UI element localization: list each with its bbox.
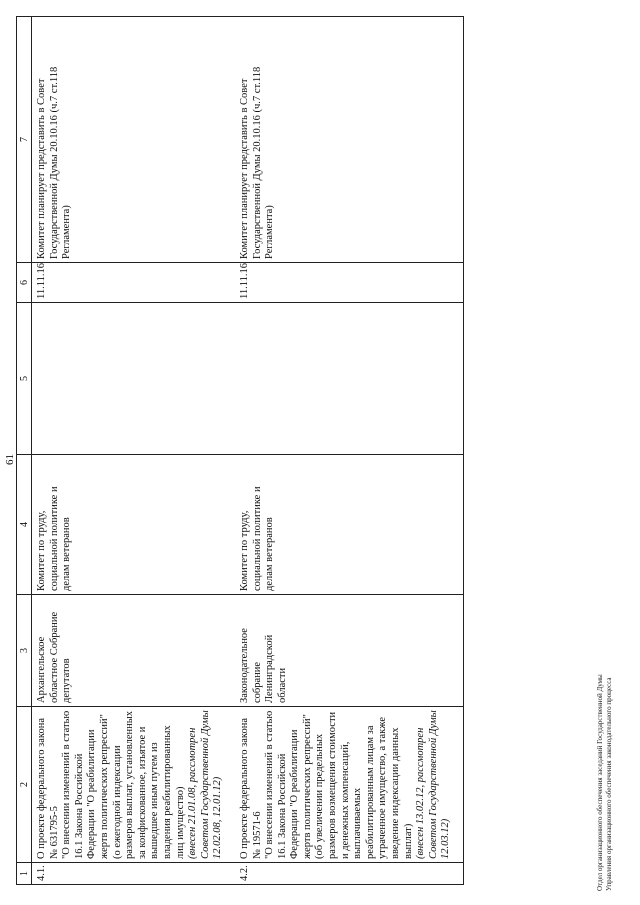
column-header-2: 2 [17,707,32,863]
column-header-5: 5 [17,303,32,455]
header-row [17,17,32,885]
page-number: 61 [4,454,16,465]
column-5-cell [235,303,464,455]
column-header-3: 3 [17,595,32,707]
table-row [32,17,235,885]
footer-line-1: Отдел организационного обеспечения заседаний Государственной Думы [596,674,604,891]
date-cell: 11.11.16 [32,263,235,303]
initiator: Архангельское областное Собрание депутатов [32,595,235,707]
bill-title: О проекте федерального закона № 19571-6 [238,717,263,859]
footer [596,674,614,891]
initiator: Законодательное собрание Ленинградской области [235,595,464,707]
bill-title: О проекте федерального закона № 631795-5 [36,717,60,859]
committee: Комитет по труду, социальной политике и делам ветеранов [235,455,464,595]
column-header-6: 6 [17,263,32,303]
comment-cell: Комитет планирует представить в Совет Государственной Думы 20.10.16 (ч.7 ст.118 Регламента) [235,17,464,263]
footer-line-2: Управления организационного обеспечения законодательного процесса [605,677,613,891]
bill-description [32,707,235,863]
column-header-7: 7 [17,17,32,263]
bill-description [235,707,464,863]
column-5-cell [32,303,235,455]
column-header-1: 1 [17,863,32,885]
date-cell: 11.11.16 [235,263,464,303]
row-number: 4.2. [235,863,464,885]
row-number: 4.1. [32,863,235,885]
column-header-4: 4 [17,455,32,595]
table-row [235,17,464,885]
bills-table [16,16,464,885]
bill-note: (внесен 21.01.08, рассмотрен Советом Государственной Думы 12.02.08, 12.01.12) [187,710,224,859]
bill-note: (внесен 13.02.12, рассмотрен Советом Государственной Думы 12.03.12) [415,710,452,859]
bill-body: "О внесении изменений в статью 16.1 Закона Российской Федерации "О реабилитации жертв политических репрессий" (о ежегодной индексации размеров выплат, установленных за конфискованное, изъятое и вышедшее иным путем из владения реабилитированных лиц имущество) [61,710,186,859]
comment-cell: Комитет планирует представить в Совет Государственной Думы 20.10.16 (ч.7 ст.118 Регламента) [32,17,235,263]
bill-body: "О внесении изменений в статью 16.1 Закона Российской Федерации "О реабилитации жертв политических репрессий" (об увеличении предельных размеров возмещения стоимости и денежных компенсаций, выплачиваемых реабилитированным лицам за утраченное имущество, а также введение индексации данных выплат) [264,710,414,859]
committee: Комитет по труду, социальной политике и делам ветеранов [32,455,235,595]
